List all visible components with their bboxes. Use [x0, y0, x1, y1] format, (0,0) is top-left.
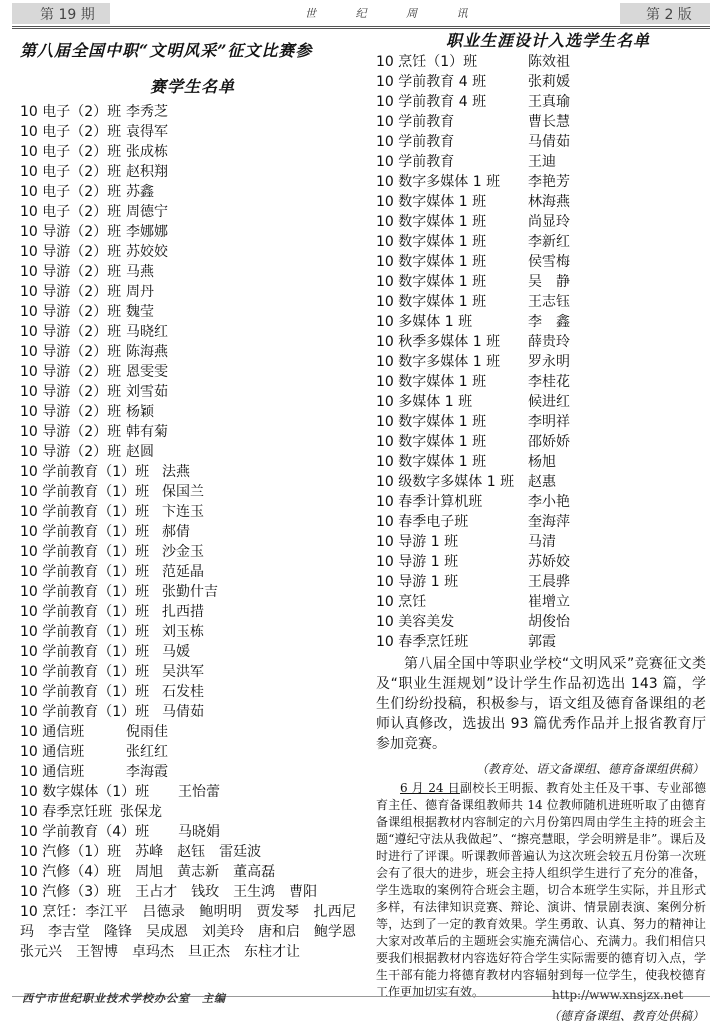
list-item	[376, 452, 710, 472]
class-name: 10 数字媒体（1）班	[20, 784, 150, 800]
report-body: 副校长王明振、教育处主任及干事、专业部德育主任、德育备课组教师共 14 位教师随机进班听取了由德育备课组根据教材内容制定的六月份第四周由学生主持的班会主题“遵纪守法从我做起”、“擦亮慧眼，学会明辨是非”。课后及时进行了评课。听课教师普遍认为这次班会较五月份第一次班会有了很大的进步，班会主持人组织学生进行了充分的准备，学生选取的案例符合班会主题，切合本班学生实际，并且形式多样，有法律知识竞赛、辩论、演讲、情景剧表演、案例分析等，达到了一定的教育效果。学生勇敢、认真、努力的精神让大家对改革后的主题班会实施充满信心、充满力。我们相信只要我们根据教材内容选好符合学生实际需要的德育切入点，学生干部有能力将德育教材内容辐射到每一位学生，使我校德育工作更加切实有效。	[376, 781, 706, 999]
list-item	[20, 222, 365, 242]
class-name: 10 数字媒体 1 班	[376, 454, 487, 470]
list-item	[376, 572, 710, 592]
class-name: 10 导游（2）班	[20, 424, 122, 440]
student-name: 保国兰	[162, 484, 204, 500]
student-name: 张红红	[126, 744, 168, 760]
list-item	[20, 302, 365, 322]
student-name: 侯雪梅	[528, 254, 570, 270]
list-item	[20, 622, 365, 642]
class-name: 10 学前教育（1）班	[20, 664, 150, 680]
student-name: 尚显玲	[528, 214, 570, 230]
class-name: 10 学前教育（1）班	[20, 484, 150, 500]
list-item	[20, 422, 365, 442]
student-name: 刘玉栋	[162, 624, 204, 640]
class-name: 10 学前教育（1）班	[20, 464, 150, 480]
list-item	[20, 682, 365, 702]
class-name: 10 电子（2）班	[20, 144, 122, 160]
student-name: 王怡蕾	[178, 784, 220, 800]
class-name: 10 学前教育 4 班	[376, 94, 487, 110]
list-item	[376, 152, 710, 172]
student-name: 崔增立	[528, 594, 570, 610]
class-name: 10 烹饪（1）班	[376, 54, 478, 70]
student-name: 杨颖	[126, 404, 154, 420]
list-item	[376, 432, 710, 452]
list-item	[20, 162, 365, 182]
list-item	[376, 112, 710, 132]
list-item	[20, 142, 365, 162]
class-name: 10 数字多媒体 1 班	[376, 354, 501, 370]
student-name: 郭霞	[528, 634, 556, 650]
list-item	[376, 352, 710, 372]
class-name: 10 导游（2）班	[20, 264, 122, 280]
list-item: 10 汽修（3）班 王占才 钱玫 王生鸿 曹阳	[20, 884, 318, 900]
student-name: 刘雪茹	[126, 384, 168, 400]
list-item	[376, 492, 710, 512]
student-name: 王真瑜	[528, 94, 570, 110]
student-name: 张莉媛	[528, 74, 570, 90]
list-item	[376, 412, 710, 432]
list-item	[20, 742, 365, 762]
student-name: 李新红	[528, 234, 570, 250]
class-name: 10 学前教育（1）班	[20, 704, 150, 720]
page-number: 第 2 版	[646, 7, 692, 23]
student-name: 李桂花	[528, 374, 570, 390]
list-item	[20, 542, 365, 562]
competition-intro: 第八届全国中等职业学校“文明风采”竞赛征文类及“职业生涯规划”设计学生作品初选出 143 篇，学生们纷纷投稿，积极参与，语文组及德育备课组的老师认真修改，选拔出 93 篇优秀作品并上报省教育厅参加竞赛。	[376, 656, 706, 752]
student-name: 扎西措	[162, 604, 204, 620]
list-item: 10 汽修（4）班 周旭 黄志新 董高磊	[20, 864, 276, 880]
class-name: 10 电子（2）班	[20, 204, 122, 220]
list-preschool	[20, 462, 365, 722]
student-name: 苏鑫	[126, 184, 154, 200]
student-name: 赵惠	[528, 474, 556, 490]
student-name: 陈海燕	[126, 344, 168, 360]
student-name: 马晓娟	[178, 824, 220, 840]
class-name: 10 学前教育（1）班	[20, 684, 150, 700]
student-name: 苏姣姣	[126, 244, 168, 260]
list-item	[20, 502, 365, 522]
class-name: 10 通信班	[20, 764, 85, 780]
student-name: 张成栋	[126, 144, 168, 160]
list-item	[20, 802, 365, 822]
student-name: 候进红	[528, 394, 570, 410]
class-name: 10 导游（2）班	[20, 404, 122, 420]
list-item	[20, 562, 365, 582]
list-item	[20, 782, 365, 802]
student-name: 马倩茹	[162, 704, 204, 720]
list-item	[376, 232, 710, 252]
class-name: 10 学前教育（1）班	[20, 564, 150, 580]
class-name: 10 数字媒体 1 班	[376, 214, 487, 230]
student-name: 李明祥	[528, 414, 570, 430]
student-name: 倪雨佳	[126, 724, 168, 740]
list-item	[20, 322, 365, 342]
list-item	[376, 132, 710, 152]
class-name: 10 导游 1 班	[376, 554, 459, 570]
class-name: 10 美容美发	[376, 614, 455, 630]
class-name: 10 数字媒体 1 班	[376, 194, 487, 210]
list-item	[376, 552, 710, 572]
list-item	[20, 582, 365, 602]
student-name: 吴洪军	[162, 664, 204, 680]
class-name: 10 导游（2）班	[20, 444, 122, 460]
class-name: 10 导游 1 班	[376, 574, 459, 590]
student-name: 李秀芝	[126, 104, 168, 120]
credit-line: （德育备课组、教育处供稿）	[547, 1009, 704, 1023]
list-item	[20, 182, 365, 202]
page-header	[0, 0, 719, 30]
student-name: 恩雯雯	[126, 364, 168, 380]
class-name: 10 数字媒体 1 班	[376, 434, 487, 450]
student-name: 卞连玉	[162, 504, 204, 520]
class-name: 10 导游（2）班	[20, 304, 122, 320]
student-name: 吴 静	[528, 274, 570, 290]
class-name: 10 导游（2）班	[20, 344, 122, 360]
list-item	[376, 252, 710, 272]
class-name: 10 导游（2）班	[20, 284, 122, 300]
student-name: 沙金玉	[162, 544, 204, 560]
student-name: 奎海萍	[528, 514, 570, 530]
class-name: 10 学前教育（1）班	[20, 644, 150, 660]
list-item	[20, 342, 365, 362]
list-item	[20, 602, 365, 622]
issue-number: 第 19 期	[40, 7, 95, 23]
list-item	[376, 272, 710, 292]
student-name: 王志钰	[528, 294, 570, 310]
list-item	[376, 52, 710, 72]
list-item	[376, 532, 710, 552]
class-name: 10 通信班	[20, 744, 85, 760]
class-name: 10 电子（2）班	[20, 184, 122, 200]
class-name: 10 学前教育（1）班	[20, 524, 150, 540]
list-item	[20, 642, 365, 662]
credit-line: （教育处、语文备课组、德育备课组供稿）	[475, 762, 704, 776]
footer-editor: 西宁市世纪职业技术学校办公室 主编	[22, 992, 226, 1005]
list-item	[20, 102, 365, 122]
class-name: 10 通信班	[20, 724, 85, 740]
class-name: 10 数字媒体 1 班	[376, 234, 487, 250]
list-item	[20, 262, 365, 282]
class-name: 10 学前教育	[376, 154, 455, 170]
list-item: 10 汽修（1）班 苏峰 赵钰 雷廷波	[20, 844, 262, 860]
newspaper-title: 世 纪 周 讯	[305, 7, 486, 20]
class-name: 10 春季烹饪班	[20, 804, 113, 820]
list-career-design	[376, 52, 710, 652]
list-item	[20, 202, 365, 222]
article-title: 第八届全国中职“文明风采”征文比赛参	[20, 41, 313, 60]
class-name: 10 级数字多媒体 1 班	[376, 474, 515, 490]
class-name: 10 多媒体 1 班	[376, 314, 473, 330]
left-column	[20, 40, 370, 962]
class-name: 10 电子（2）班	[20, 104, 122, 120]
class-name: 10 多媒体 1 班	[376, 394, 473, 410]
student-name: 张保龙	[120, 804, 162, 820]
report-date: 6 月 24 日	[400, 781, 460, 795]
header-divider	[12, 26, 710, 29]
class-name: 10 学前教育	[376, 134, 455, 150]
list-item	[376, 512, 710, 532]
footer-url[interactable]: http://www.xnsjzx.net	[552, 988, 684, 1002]
class-name: 10 数字媒体 1 班	[376, 254, 487, 270]
list-item	[376, 592, 710, 612]
student-name: 石发桂	[162, 684, 204, 700]
student-name: 韩有菊	[126, 424, 168, 440]
list-item	[376, 292, 710, 312]
list-item	[20, 122, 365, 142]
list-item	[376, 372, 710, 392]
class-name: 10 数字媒体 1 班	[376, 374, 487, 390]
class-name: 10 学前教育 4 班	[376, 74, 487, 90]
student-name: 李艳芳	[528, 174, 570, 190]
class-name: 10 导游（2）班	[20, 364, 122, 380]
list-item	[376, 212, 710, 232]
student-name: 薛贵玲	[528, 334, 570, 350]
list-item	[20, 282, 365, 302]
list-item	[20, 822, 365, 842]
student-name: 马晓红	[126, 324, 168, 340]
student-name: 法燕	[162, 464, 190, 480]
class-meeting-report	[376, 780, 706, 1001]
class-name: 10 电子（2）班	[20, 124, 122, 140]
student-name: 赵积翔	[126, 164, 168, 180]
class-name: 10 烹饪	[376, 594, 427, 610]
student-name: 李小艳	[528, 494, 570, 510]
class-name: 10 学前教育（1）班	[20, 604, 150, 620]
class-name: 10 学前教育（4）班	[20, 824, 150, 840]
student-name: 范延晶	[162, 564, 204, 580]
student-name: 杨旭	[528, 454, 556, 470]
class-name: 10 学前教育（1）班	[20, 584, 150, 600]
list-item	[20, 702, 365, 722]
class-name: 10 电子（2）班	[20, 164, 122, 180]
list-item	[376, 332, 710, 352]
student-name: 王迪	[528, 154, 556, 170]
class-name: 10 导游（2）班	[20, 324, 122, 340]
class-name: 10 数字媒体 1 班	[376, 274, 487, 290]
student-name: 魏莹	[126, 304, 154, 320]
student-name: 胡俊怡	[528, 614, 570, 630]
class-name: 10 导游（2）班	[20, 384, 122, 400]
class-name: 10 春季烹饪班	[376, 634, 469, 650]
right-column	[376, 30, 710, 1027]
student-name: 王晨骅	[528, 574, 570, 590]
class-name: 10 秋季多媒体 1 班	[376, 334, 501, 350]
class-name: 10 春季电子班	[376, 514, 469, 530]
list-item	[376, 632, 710, 652]
list-item	[20, 242, 365, 262]
list-item	[20, 402, 365, 422]
student-name: 李娜娜	[126, 224, 168, 240]
list-telecom	[20, 722, 365, 782]
student-name: 邵娇娇	[528, 434, 570, 450]
student-name: 马燕	[126, 264, 154, 280]
list-item	[20, 482, 365, 502]
student-name: 苏娇姣	[528, 554, 570, 570]
student-name: 林海燕	[528, 194, 570, 210]
class-name: 10 学前教育（1）班	[20, 504, 150, 520]
list-item	[20, 362, 365, 382]
list-item	[20, 522, 365, 542]
list-item	[20, 462, 365, 482]
student-name: 赵圆	[126, 444, 154, 460]
student-name: 李 鑫	[528, 314, 570, 330]
student-name: 罗永明	[528, 354, 570, 370]
class-name: 10 数字媒体 1 班	[376, 294, 487, 310]
class-name: 10 学前教育（1）班	[20, 624, 150, 640]
list-item	[376, 312, 710, 332]
class-name: 10 数字媒体 1 班	[376, 414, 487, 430]
list-item	[376, 472, 710, 492]
article-subtitle: 赛学生名单	[149, 77, 235, 96]
student-name: 郝倩	[162, 524, 190, 540]
list-item	[376, 72, 710, 92]
list-item	[376, 612, 710, 632]
list-item	[20, 442, 365, 462]
list-electronics-tour	[20, 102, 365, 462]
list-item	[20, 382, 365, 402]
list-item	[376, 392, 710, 412]
career-list-title: 职业生涯设计入选学生名单	[445, 31, 650, 50]
student-name: 袁得军	[126, 124, 168, 140]
class-name: 10 导游 1 班	[376, 534, 459, 550]
class-name: 10 学前教育	[376, 114, 455, 130]
list-item	[376, 192, 710, 212]
class-name: 10 导游（2）班	[20, 224, 122, 240]
student-name: 马倩茹	[528, 134, 570, 150]
student-name: 陈效祖	[528, 54, 570, 70]
student-name: 周丹	[126, 284, 154, 300]
list-item	[20, 722, 365, 742]
student-name: 周德宁	[126, 204, 168, 220]
student-name: 马媛	[162, 644, 190, 660]
list-item	[376, 92, 710, 112]
cooking-class-names: 10 烹饪：李江平 吕德录 鲍明明 贾发琴 扎西尼玛 李吉堂 隆锋 吴成恩 刘美玲 唐和启 鲍学恩 张元兴 王智博 卓玛杰 旦正杰 东柱才让	[20, 904, 370, 960]
student-name: 马清	[528, 534, 556, 550]
list-item	[20, 762, 365, 782]
student-name: 曹长慧	[528, 114, 570, 130]
list-item	[20, 662, 365, 682]
class-name: 10 导游（2）班	[20, 244, 122, 260]
class-name: 10 春季计算机班	[376, 494, 483, 510]
student-name: 李海霞	[126, 764, 168, 780]
student-name: 张勤什吉	[162, 584, 218, 600]
class-name: 10 学前教育（1）班	[20, 544, 150, 560]
list-item	[376, 172, 710, 192]
class-name: 10 数字多媒体 1 班	[376, 174, 501, 190]
